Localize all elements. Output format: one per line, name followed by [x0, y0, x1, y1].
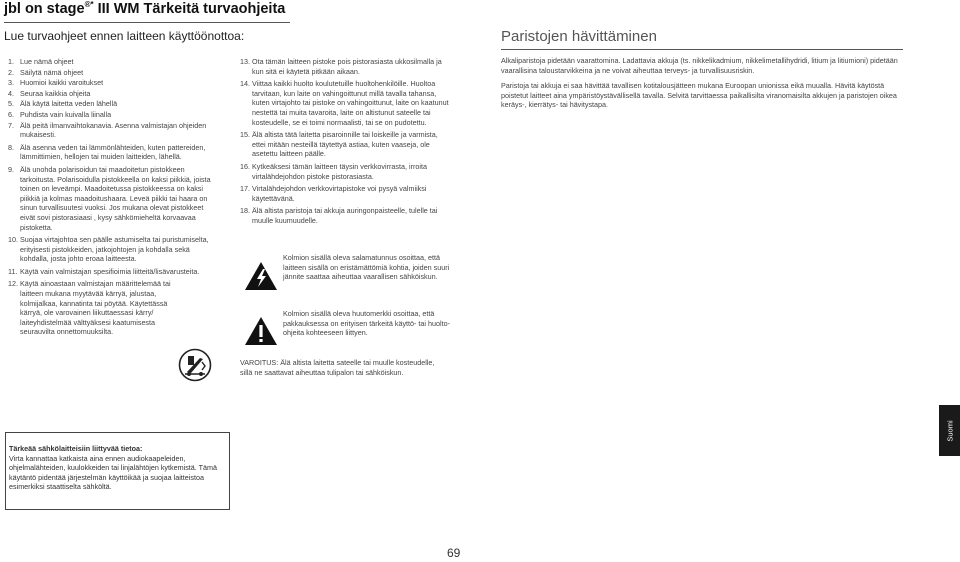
list-item: [8, 78, 220, 88]
list-item: [8, 143, 220, 162]
lightning-note: Kolmion sisällä oleva salamatunnus osoittaa, että laitteen sisällä on eristämättömiä kohtia, joiden suuri jännite saattaa aiheuttaa vaarallisen sähköiskun.: [283, 253, 450, 282]
safety-list-col2: [240, 57, 452, 229]
list-item-number: 10.: [8, 235, 18, 245]
list-item-text: Älä käytä laitetta veden lähellä: [20, 99, 118, 109]
list-item-number: 9.: [8, 164, 14, 174]
list-item-number: 8.: [8, 142, 14, 152]
battery-disposal-para-2: Paristoja tai akkuja ei saa hävittää tavallisen kotitalousjätteen mukana Euroopan unionissa eikä muualla. Hävitä käytöstä poistetut laitteet aina ympäristöystävällisellä tavalla. Selvitä tarvittaessa paikallisilta viranomaisilta akkujen ja paristojen oikea keräys-, kierrätys- tai hävitystapa.: [501, 81, 897, 110]
list-item-number: 13.: [240, 57, 250, 66]
list-item-number: 6.: [8, 109, 14, 119]
list-item-number: 5.: [8, 99, 14, 109]
list-item-text: Lue nämä ohjeet: [20, 57, 74, 66]
list-item: [8, 165, 220, 232]
list-item-text: Suojaa virtajohtoa sen päälle astumiselta tai puristumiselta, erityisesti pistokkeiden, jatkojohtojen ja kohdalla sekä kohdalla, josta johto eroaa laitteesta.: [20, 235, 209, 264]
exclamation-note: Kolmion sisällä oleva huutomerkki osoittaa, että pakkauksessa on erityisen tärkeitä käyttö- tai huolto-ohjeita kohteeseen liittyen.: [283, 309, 450, 338]
page-subtitle: Lue turvaohjeet ennen laitteen käyttöönottoa:: [4, 29, 245, 43]
list-item: [8, 68, 220, 78]
battery-disposal-body: [501, 56, 903, 116]
list-item-text: Seuraa kaikkia ohjeita: [20, 88, 91, 98]
cart-warning-icon: [178, 348, 212, 382]
list-item-text: Älä peitä ilmanvaihtokanavia. Asenna valmistajan ohjeiden mukaisesti.: [20, 120, 207, 140]
list-item-text: Puhdista vain kuivalla liinalla: [20, 109, 112, 119]
list-item-text: Virtalähdejohdon verkkovirtapistoke voi pysyä valmiiksi käytettävänä.: [252, 184, 427, 203]
battery-disposal-title: Paristojen hävittäminen: [501, 28, 657, 45]
list-item: [8, 99, 220, 109]
title-underline: [4, 22, 290, 23]
list-item-text: Älä asenna veden tai lämmönlähteiden, kuten pattereiden, lämmittimien, hellojen tai muiden laitteiden, lähellä.: [20, 142, 206, 162]
list-item: [8, 279, 173, 337]
list-item: [240, 162, 452, 181]
list-item-number: 2.: [8, 67, 14, 77]
list-item-text: Säilytä nämä ohjeet: [20, 67, 84, 77]
list-item: [8, 121, 220, 140]
electrical-info-body: Virta kannattaa katkaista aina ennen audiokaapeleiden, ohjelmalähteiden, kuulokkeiden tai linjalähtöjen kytkemistä. Tämä käytäntö pidentää järjestelmän käyttöikää ja suojaa laitteistoa esimerkiksi staattiselta sähköltä.: [9, 453, 218, 492]
safety-list-col1: [8, 57, 220, 340]
battery-disposal-para-1: Alkaliparistoja pidetään vaarattomina. Ladattavia akkuja (ts. nikkelikadmium, nikkelimetallihydridi, litium ja litiumioni) pidetään vaarallisina taloustarvikkeina ja ne voivat aiheuttaa terveys- ja turvallisuusriskin.: [501, 56, 898, 75]
list-item: [8, 267, 220, 277]
list-item-text: Kytkeäksesi tämän laitteen täysin verkkovirrasta, irroita virtalähdejohdon pistoke pistorasiasta.: [252, 161, 427, 181]
list-item-number: 16.: [240, 161, 250, 171]
list-item: [8, 235, 220, 264]
list-item-text: Käytä vain valmistajan spesifioimia liitteitä/lisävarusteita.: [20, 266, 200, 276]
list-item-number: 3.: [8, 78, 14, 88]
list-item-number: 17.: [240, 184, 250, 194]
list-item-text: Ota tämän laitteen pistoke pois pistorasiasta ukkosilmalla ja kun sitä ei käytetä pitkään aikaan.: [252, 57, 442, 76]
list-item-text: Älä unohda polarisoidun tai maadoitetun pistokkeen tarkoitusta. Polarisoidulla pistokkeella on kaksi piikkiä, joista toinen on leveämpi. Maadoitetussa pistokkeessa on kaksi piikkiä ja kolmas maadoitushaara. Leveä piikki tai haara on sinun turvallisuutesi vuoksi. Jos mukana olevat pistokkeet eivät sovi pistorasiaasi , kysy sähkömieheltä korvaavaa pistoketta.: [20, 164, 211, 232]
list-item-number: 1.: [8, 57, 14, 66]
battery-disposal-underline: [501, 49, 903, 50]
list-item: [8, 89, 220, 99]
caution-note: VAROITUS: Älä altista laitetta sateelle tai muulle kosteudelle, sillä ne saattavat aiheuttaa tulipalon tai sähköiskun.: [240, 358, 435, 377]
list-item: [240, 57, 452, 76]
page-number: 69: [447, 546, 461, 560]
list-item-number: 11.: [8, 266, 18, 276]
list-item: [240, 206, 452, 225]
list-item-text: Käytä ainoastaan valmistajan määrittelemää tai laitteen mukana myytävää kärryä, jalustaa, kolmijalkaa, kannatinta tai pöytää. Käytettässä kärryä, ole varovainen liikuttaessasi kärry/ laiteyhdistelmää välttyäksesi kaatumisesta seurauvilta onnettomuuksilta.: [20, 279, 171, 337]
lightning-triangle-icon: [244, 261, 278, 291]
list-item-text: Älä altista paristoja tai akkuja auringonpaisteelle, tulelle tai muulle kuumuudelle.: [252, 206, 438, 225]
list-item-text: Huomioi kaikki varoitukset: [20, 78, 104, 88]
language-tab: [939, 405, 960, 456]
list-item-number: 18.: [240, 206, 250, 216]
language-tab-label: Suomi: [945, 419, 954, 442]
list-item-text: Viittaa kaikki huolto koulutetuille huoltohenkilöille. Huoltoa tarvitaan, kun laite on vahingoittunut millä tavalla tahansa, kuten virtajohto tai pistoke on vahingoittunut, laite on kaatunut nestettä tai muita tavaroita, laite on altistunut sateelle tai kosteudelle, se ei toimi normaalisti, tai se on pudotettu.: [252, 79, 449, 127]
electrical-info-heading: Tärkeää sähkölaitteisiin liittyvää tietoa:: [9, 444, 143, 453]
list-item-number: 7.: [8, 120, 14, 130]
list-item-number: 15.: [240, 130, 250, 140]
list-item: [240, 184, 452, 203]
page-title: jbl on stage®* III WM Tärkeitä turvaohjeita: [4, 0, 286, 17]
list-item: [240, 79, 452, 127]
list-item-number: 14.: [240, 79, 250, 89]
list-item-number: 4.: [8, 88, 14, 98]
exclamation-triangle-icon: [244, 316, 278, 346]
electrical-info-text: [9, 444, 239, 492]
list-item-number: 12.: [8, 279, 18, 289]
list-item: [8, 57, 220, 67]
list-item-text: Älä altista tätä laitetta pisaroinnille tai loiskeille ja varmista, ettei mitään nesteillä täytettyä astiaa, kuten vaaseja, ole asetettu laitteen päälle.: [252, 130, 438, 159]
list-item: [240, 130, 452, 159]
list-item: [8, 110, 220, 120]
